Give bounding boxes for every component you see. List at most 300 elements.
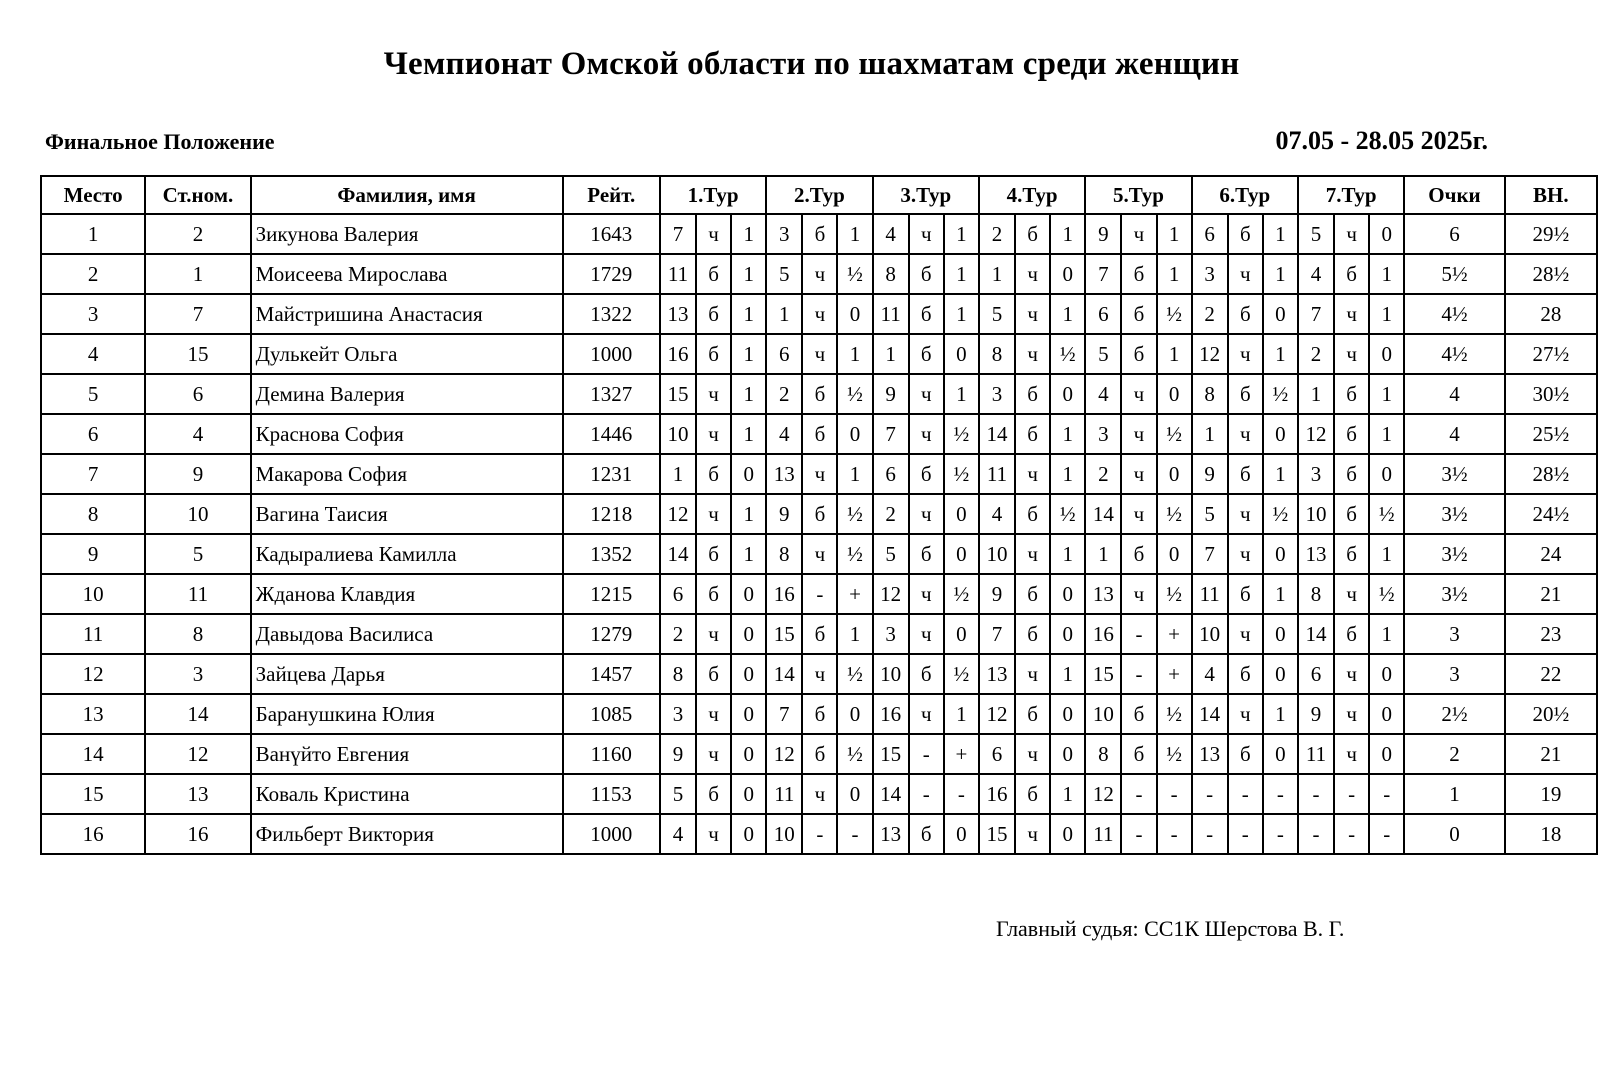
round-2-opponent-cell: 4 [766, 414, 802, 454]
rating-cell: 1327 [563, 374, 660, 414]
round-2-result-cell: + [837, 574, 872, 614]
start-number-cell: 5 [145, 534, 250, 574]
round-1-color-cell: ч [696, 414, 731, 454]
round-5-result-cell: ½ [1157, 734, 1192, 774]
round-1-opponent-cell: 14 [660, 534, 696, 574]
header-round-3: 3.Тур [873, 176, 979, 214]
round-4-result-cell: 1 [1050, 534, 1085, 574]
points-cell: 4 [1404, 414, 1504, 454]
round-1-opponent-cell: 16 [660, 334, 696, 374]
place-cell: 8 [41, 494, 145, 534]
header-tiebreak: ВН. [1505, 176, 1597, 214]
standings-table [40, 175, 1598, 855]
round-3-result-cell: ½ [944, 654, 979, 694]
points-cell: 3½ [1404, 494, 1504, 534]
round-5-result-cell: - [1157, 814, 1192, 854]
round-3-color-cell: - [909, 774, 944, 814]
round-2-color-cell: ч [802, 534, 837, 574]
round-2-color-cell: ч [802, 774, 837, 814]
round-4-result-cell: 1 [1050, 774, 1085, 814]
round-3-opponent-cell: 15 [873, 734, 909, 774]
round-6-color-cell: б [1228, 454, 1263, 494]
round-1-color-cell: б [696, 654, 731, 694]
round-6-result-cell: ½ [1263, 494, 1298, 534]
tiebreak-cell: 29½ [1505, 214, 1597, 254]
player-name-cell: Макарова София [251, 454, 563, 494]
round-3-result-cell: 0 [944, 534, 979, 574]
round-4-color-cell: ч [1015, 534, 1050, 574]
place-cell: 3 [41, 294, 145, 334]
round-2-color-cell: ч [802, 334, 837, 374]
round-6-opponent-cell: 1 [1192, 414, 1228, 454]
round-5-result-cell: ½ [1157, 294, 1192, 334]
round-5-result-cell: ½ [1157, 414, 1192, 454]
round-1-result-cell: 0 [731, 814, 766, 854]
round-1-color-cell: б [696, 534, 731, 574]
place-cell: 2 [41, 254, 145, 294]
round-3-opponent-cell: 10 [873, 654, 909, 694]
header-rating: Рейт. [563, 176, 660, 214]
round-5-result-cell: 1 [1157, 334, 1192, 374]
round-6-opponent-cell: 6 [1192, 214, 1228, 254]
round-5-color-cell: б [1121, 694, 1156, 734]
round-4-color-cell: ч [1015, 334, 1050, 374]
round-6-color-cell: ч [1228, 534, 1263, 574]
player-name-cell: Зайцева Дарья [251, 654, 563, 694]
player-name-cell: Жданова Клавдия [251, 574, 563, 614]
place-cell: 10 [41, 574, 145, 614]
round-7-color-cell: - [1334, 774, 1369, 814]
start-number-cell: 10 [145, 494, 250, 534]
round-1-result-cell: 0 [731, 694, 766, 734]
round-1-color-cell: ч [696, 374, 731, 414]
round-5-color-cell: б [1121, 254, 1156, 294]
round-1-result-cell: 0 [731, 734, 766, 774]
start-number-cell: 7 [145, 294, 250, 334]
round-5-result-cell: ½ [1157, 494, 1192, 534]
round-1-opponent-cell: 15 [660, 374, 696, 414]
round-5-opponent-cell: 16 [1085, 614, 1121, 654]
round-5-opponent-cell: 8 [1085, 734, 1121, 774]
round-5-color-cell: ч [1121, 374, 1156, 414]
document-title: Чемпионат Омской области по шахматам среди женщин [383, 46, 1240, 82]
round-1-opponent-cell: 10 [660, 414, 696, 454]
round-1-opponent-cell: 11 [660, 254, 696, 294]
round-3-result-cell: 0 [944, 614, 979, 654]
table-row [41, 774, 1597, 814]
rating-cell: 1000 [563, 334, 660, 374]
round-4-opponent-cell: 2 [979, 214, 1015, 254]
round-1-result-cell: 1 [731, 334, 766, 374]
round-3-color-cell: - [909, 734, 944, 774]
round-2-result-cell: ½ [837, 374, 872, 414]
round-4-result-cell: 1 [1050, 414, 1085, 454]
round-3-opponent-cell: 14 [873, 774, 909, 814]
place-cell: 5 [41, 374, 145, 414]
round-1-result-cell: 1 [731, 534, 766, 574]
round-5-opponent-cell: 9 [1085, 214, 1121, 254]
round-2-result-cell: ½ [837, 534, 872, 574]
round-3-result-cell: 1 [944, 694, 979, 734]
round-7-color-cell: - [1334, 814, 1369, 854]
header-round-1: 1.Тур [660, 176, 766, 214]
round-1-result-cell: 1 [731, 294, 766, 334]
points-cell: 2 [1404, 734, 1504, 774]
round-2-opponent-cell: 11 [766, 774, 802, 814]
round-6-opponent-cell: 2 [1192, 294, 1228, 334]
round-2-color-cell: ч [802, 654, 837, 694]
round-7-opponent-cell: 2 [1298, 334, 1334, 374]
tiebreak-cell: 23 [1505, 614, 1597, 654]
round-4-color-cell: б [1015, 414, 1050, 454]
round-6-color-cell: б [1228, 734, 1263, 774]
round-7-opponent-cell: - [1298, 814, 1334, 854]
round-7-opponent-cell: 3 [1298, 454, 1334, 494]
round-1-opponent-cell: 4 [660, 814, 696, 854]
round-2-color-cell: б [802, 414, 837, 454]
round-7-result-cell: 1 [1369, 374, 1404, 414]
start-number-cell: 8 [145, 614, 250, 654]
round-7-color-cell: б [1334, 254, 1369, 294]
round-6-opponent-cell: 12 [1192, 334, 1228, 374]
round-7-opponent-cell: 7 [1298, 294, 1334, 334]
round-2-color-cell: б [802, 694, 837, 734]
standings-body [41, 214, 1597, 854]
round-6-result-cell: 1 [1263, 574, 1298, 614]
tiebreak-cell: 28½ [1505, 454, 1597, 494]
round-3-result-cell: ½ [944, 414, 979, 454]
round-3-color-cell: ч [909, 694, 944, 734]
header-round-6: 6.Тур [1192, 176, 1298, 214]
round-5-result-cell: 0 [1157, 374, 1192, 414]
table-row [41, 414, 1597, 454]
round-4-color-cell: ч [1015, 814, 1050, 854]
round-4-result-cell: 1 [1050, 294, 1085, 334]
round-7-opponent-cell: 5 [1298, 214, 1334, 254]
round-1-color-cell: б [696, 774, 731, 814]
round-5-result-cell: ½ [1157, 694, 1192, 734]
round-5-color-cell: б [1121, 734, 1156, 774]
round-2-color-cell: б [802, 734, 837, 774]
header-round-4: 4.Тур [979, 176, 1085, 214]
round-6-color-cell: - [1228, 774, 1263, 814]
round-2-result-cell: 0 [837, 774, 872, 814]
round-6-result-cell: - [1263, 774, 1298, 814]
round-4-color-cell: б [1015, 214, 1050, 254]
round-7-result-cell: 1 [1369, 614, 1404, 654]
round-7-color-cell: ч [1334, 334, 1369, 374]
round-5-color-cell: ч [1121, 574, 1156, 614]
round-7-opponent-cell: 10 [1298, 494, 1334, 534]
round-1-opponent-cell: 5 [660, 774, 696, 814]
round-6-color-cell: б [1228, 654, 1263, 694]
round-4-opponent-cell: 9 [979, 574, 1015, 614]
round-6-opponent-cell: 8 [1192, 374, 1228, 414]
round-1-opponent-cell: 2 [660, 614, 696, 654]
header-start-number: Ст.ном. [145, 176, 250, 214]
round-5-opponent-cell: 5 [1085, 334, 1121, 374]
round-4-color-cell: ч [1015, 454, 1050, 494]
round-7-result-cell: 0 [1369, 654, 1404, 694]
round-1-color-cell: б [696, 294, 731, 334]
round-7-opponent-cell: 6 [1298, 654, 1334, 694]
round-6-result-cell: 1 [1263, 694, 1298, 734]
rating-cell: 1643 [563, 214, 660, 254]
round-4-opponent-cell: 6 [979, 734, 1015, 774]
rating-cell: 1085 [563, 694, 660, 734]
round-3-color-cell: б [909, 654, 944, 694]
rating-cell: 1000 [563, 814, 660, 854]
round-6-color-cell: ч [1228, 334, 1263, 374]
points-cell: 6 [1404, 214, 1504, 254]
round-1-opponent-cell: 7 [660, 214, 696, 254]
round-3-opponent-cell: 16 [873, 694, 909, 734]
round-3-result-cell: 1 [944, 374, 979, 414]
round-3-opponent-cell: 2 [873, 494, 909, 534]
round-6-result-cell: 0 [1263, 734, 1298, 774]
table-row [41, 574, 1597, 614]
round-4-opponent-cell: 16 [979, 774, 1015, 814]
round-5-color-cell: ч [1121, 454, 1156, 494]
round-3-result-cell: 0 [944, 334, 979, 374]
table-row [41, 494, 1597, 534]
round-4-opponent-cell: 4 [979, 494, 1015, 534]
round-6-opponent-cell: - [1192, 774, 1228, 814]
round-7-opponent-cell: 14 [1298, 614, 1334, 654]
round-6-color-cell: б [1228, 294, 1263, 334]
header-name: Фамилия, имя [251, 176, 563, 214]
round-5-result-cell: + [1157, 654, 1192, 694]
round-3-opponent-cell: 9 [873, 374, 909, 414]
round-4-result-cell: 0 [1050, 814, 1085, 854]
round-4-opponent-cell: 1 [979, 254, 1015, 294]
round-2-result-cell: 1 [837, 214, 872, 254]
round-2-result-cell: 0 [837, 694, 872, 734]
round-4-result-cell: ½ [1050, 494, 1085, 534]
tournament-dates: 07.05 - 28.05 2025г. [1275, 126, 1488, 155]
start-number-cell: 4 [145, 414, 250, 454]
tiebreak-cell: 24½ [1505, 494, 1597, 534]
round-3-result-cell: ½ [944, 454, 979, 494]
rating-cell: 1729 [563, 254, 660, 294]
round-5-opponent-cell: 13 [1085, 574, 1121, 614]
round-2-opponent-cell: 2 [766, 374, 802, 414]
round-4-result-cell: 1 [1050, 654, 1085, 694]
round-4-color-cell: б [1015, 694, 1050, 734]
round-7-result-cell: 1 [1369, 294, 1404, 334]
round-5-opponent-cell: 4 [1085, 374, 1121, 414]
round-4-result-cell: 0 [1050, 694, 1085, 734]
round-7-result-cell: - [1369, 774, 1404, 814]
round-1-color-cell: б [696, 334, 731, 374]
place-cell: 1 [41, 214, 145, 254]
round-4-result-cell: ½ [1050, 334, 1085, 374]
round-1-color-cell: ч [696, 494, 731, 534]
round-5-color-cell: - [1121, 774, 1156, 814]
chief-judge: Главный судья: СС1К Шерстова В. Г. [996, 916, 1345, 941]
start-number-cell: 11 [145, 574, 250, 614]
round-4-color-cell: ч [1015, 734, 1050, 774]
round-7-opponent-cell: 1 [1298, 374, 1334, 414]
table-row [41, 654, 1597, 694]
round-2-result-cell: 0 [837, 414, 872, 454]
round-7-color-cell: ч [1334, 294, 1369, 334]
tiebreak-cell: 28 [1505, 294, 1597, 334]
round-4-result-cell: 0 [1050, 574, 1085, 614]
round-3-color-cell: б [909, 294, 944, 334]
start-number-cell: 2 [145, 214, 250, 254]
round-1-opponent-cell: 12 [660, 494, 696, 534]
start-number-cell: 15 [145, 334, 250, 374]
points-cell: 4½ [1404, 334, 1504, 374]
round-3-color-cell: ч [909, 494, 944, 534]
start-number-cell: 14 [145, 694, 250, 734]
round-3-color-cell: ч [909, 574, 944, 614]
round-2-color-cell: б [802, 214, 837, 254]
round-6-color-cell: ч [1228, 694, 1263, 734]
start-number-cell: 3 [145, 654, 250, 694]
player-name-cell: Моисеева Мирослава [251, 254, 563, 294]
round-4-result-cell: 1 [1050, 214, 1085, 254]
round-6-opponent-cell: 13 [1192, 734, 1228, 774]
round-5-color-cell: ч [1121, 214, 1156, 254]
round-3-result-cell: 0 [944, 494, 979, 534]
start-number-cell: 6 [145, 374, 250, 414]
place-cell: 4 [41, 334, 145, 374]
round-4-result-cell: 0 [1050, 374, 1085, 414]
round-2-opponent-cell: 9 [766, 494, 802, 534]
round-1-opponent-cell: 3 [660, 694, 696, 734]
round-7-opponent-cell: - [1298, 774, 1334, 814]
round-5-result-cell: ½ [1157, 574, 1192, 614]
place-cell: 12 [41, 654, 145, 694]
header-points: Очки [1404, 176, 1504, 214]
points-cell: 3 [1404, 654, 1504, 694]
round-1-result-cell: 1 [731, 254, 766, 294]
points-cell: 0 [1404, 814, 1504, 854]
round-6-color-cell: ч [1228, 254, 1263, 294]
round-2-result-cell: ½ [837, 654, 872, 694]
round-4-color-cell: б [1015, 774, 1050, 814]
round-1-result-cell: 0 [731, 614, 766, 654]
round-7-result-cell: 0 [1369, 734, 1404, 774]
round-1-result-cell: 0 [731, 654, 766, 694]
table-row [41, 214, 1597, 254]
round-5-color-cell: б [1121, 294, 1156, 334]
round-6-opponent-cell: - [1192, 814, 1228, 854]
points-cell: 1 [1404, 774, 1504, 814]
round-2-opponent-cell: 8 [766, 534, 802, 574]
round-2-opponent-cell: 12 [766, 734, 802, 774]
tiebreak-cell: 21 [1505, 574, 1597, 614]
round-4-opponent-cell: 3 [979, 374, 1015, 414]
round-5-color-cell: - [1121, 814, 1156, 854]
round-4-opponent-cell: 13 [979, 654, 1015, 694]
round-6-opponent-cell: 5 [1192, 494, 1228, 534]
points-cell: 3½ [1404, 534, 1504, 574]
round-2-result-cell: 0 [837, 294, 872, 334]
round-2-result-cell: 1 [837, 614, 872, 654]
player-name-cell: Дулькейт Ольга [251, 334, 563, 374]
player-name-cell: Баранушкина Юлия [251, 694, 563, 734]
player-name-cell: Зикунова Валерия [251, 214, 563, 254]
round-5-opponent-cell: 11 [1085, 814, 1121, 854]
place-cell: 16 [41, 814, 145, 854]
round-1-color-cell: ч [696, 614, 731, 654]
round-5-result-cell: 1 [1157, 214, 1192, 254]
round-1-result-cell: 1 [731, 414, 766, 454]
round-1-color-cell: ч [696, 214, 731, 254]
round-7-result-cell: ½ [1369, 574, 1404, 614]
header-round-5: 5.Тур [1085, 176, 1191, 214]
round-6-result-cell: 1 [1263, 214, 1298, 254]
round-3-color-cell: ч [909, 214, 944, 254]
round-3-opponent-cell: 7 [873, 414, 909, 454]
place-cell: 7 [41, 454, 145, 494]
points-cell: 3 [1404, 614, 1504, 654]
tiebreak-cell: 19 [1505, 774, 1597, 814]
rating-cell: 1215 [563, 574, 660, 614]
round-6-color-cell: б [1228, 574, 1263, 614]
round-4-opponent-cell: 14 [979, 414, 1015, 454]
tiebreak-cell: 22 [1505, 654, 1597, 694]
round-2-opponent-cell: 1 [766, 294, 802, 334]
round-6-opponent-cell: 10 [1192, 614, 1228, 654]
place-cell: 9 [41, 534, 145, 574]
round-2-opponent-cell: 7 [766, 694, 802, 734]
round-2-color-cell: б [802, 374, 837, 414]
round-2-result-cell: 1 [837, 454, 872, 494]
round-3-opponent-cell: 6 [873, 454, 909, 494]
table-row [41, 374, 1597, 414]
round-1-opponent-cell: 1 [660, 454, 696, 494]
round-5-opponent-cell: 10 [1085, 694, 1121, 734]
round-7-result-cell: ½ [1369, 494, 1404, 534]
header-place: Место [41, 176, 145, 214]
round-7-color-cell: ч [1334, 694, 1369, 734]
round-3-color-cell: б [909, 334, 944, 374]
tiebreak-cell: 21 [1505, 734, 1597, 774]
round-5-color-cell: ч [1121, 414, 1156, 454]
round-5-result-cell: 0 [1157, 534, 1192, 574]
round-4-opponent-cell: 11 [979, 454, 1015, 494]
round-5-result-cell: 1 [1157, 254, 1192, 294]
round-7-opponent-cell: 13 [1298, 534, 1334, 574]
round-2-opponent-cell: 3 [766, 214, 802, 254]
round-6-result-cell: 0 [1263, 654, 1298, 694]
round-5-color-cell: - [1121, 654, 1156, 694]
round-6-color-cell: ч [1228, 414, 1263, 454]
round-3-opponent-cell: 4 [873, 214, 909, 254]
points-cell: 3½ [1404, 574, 1504, 614]
tiebreak-cell: 24 [1505, 534, 1597, 574]
table-row [41, 334, 1597, 374]
player-name-cell: Давыдова Василиса [251, 614, 563, 654]
round-5-result-cell: 0 [1157, 454, 1192, 494]
round-4-color-cell: б [1015, 574, 1050, 614]
round-6-result-cell: 0 [1263, 614, 1298, 654]
round-3-result-cell: 1 [944, 214, 979, 254]
tiebreak-cell: 30½ [1505, 374, 1597, 414]
table-row [41, 734, 1597, 774]
player-name-cell: Демина Валерия [251, 374, 563, 414]
points-cell: 4 [1404, 374, 1504, 414]
round-4-result-cell: 0 [1050, 734, 1085, 774]
round-7-color-cell: б [1334, 614, 1369, 654]
round-7-color-cell: ч [1334, 214, 1369, 254]
start-number-cell: 13 [145, 774, 250, 814]
round-5-opponent-cell: 12 [1085, 774, 1121, 814]
